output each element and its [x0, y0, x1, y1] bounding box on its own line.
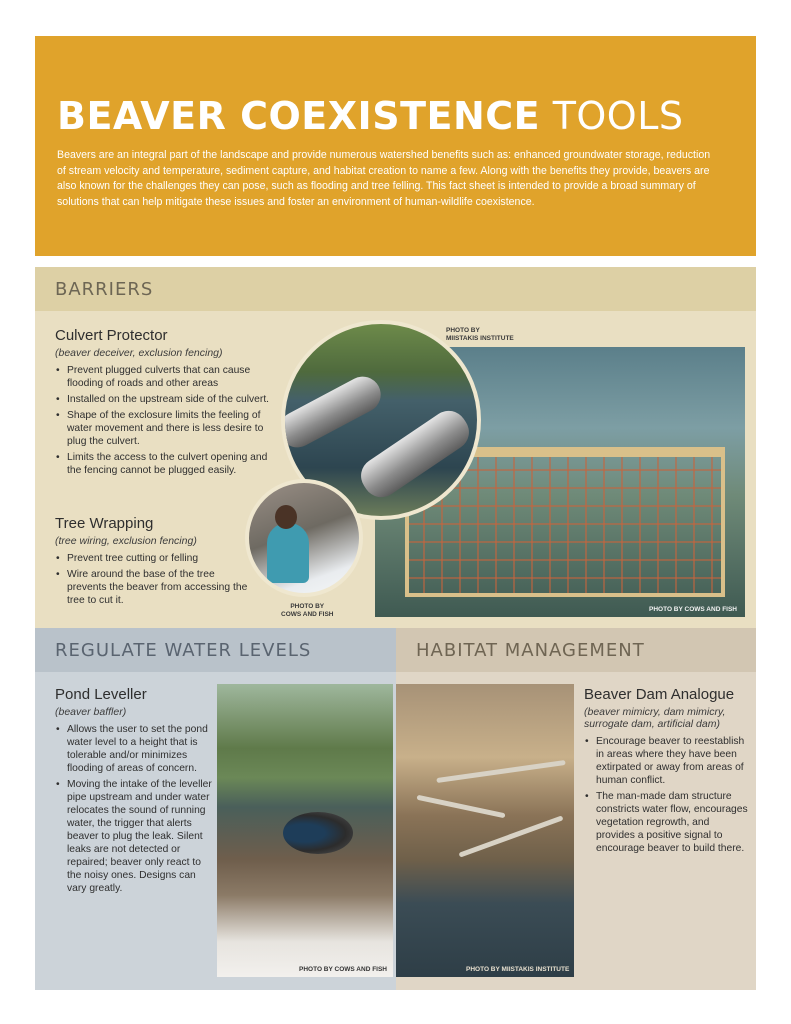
tree-aka: (tree wiring, exclusion fencing)	[55, 535, 197, 547]
dam-stick	[458, 815, 563, 857]
pond-aka: (beaver baffler)	[55, 706, 127, 718]
habitat-section	[396, 628, 756, 990]
culvert-bullets	[55, 364, 280, 477]
list-item: • The man-made dam structure constricts water flow, encourages vegetation regrowth, and provides a positive signal to encourage beaver to build there.	[584, 790, 749, 855]
list-item: • Allows the user to set the pond water level to a height that is tolerable and/or minimizes flooding of areas of concern.	[55, 723, 217, 775]
dam-title: Beaver Dam Analogue	[584, 686, 735, 703]
dam-stick	[436, 760, 565, 783]
list-item: • Installed on the upstream side of the culvert.	[55, 393, 280, 406]
photo-credit-bottom: PHOTO BY COWS AND FISH	[281, 603, 334, 618]
pond-title: Pond Leveller	[55, 686, 147, 703]
photo-credit-dam: PHOTO BY MIISTAKIS INSTITUTE	[466, 966, 570, 973]
tree-title: Tree Wrapping	[55, 515, 154, 532]
title-light: TOOLS	[552, 94, 684, 138]
photo-credit-inline: PHOTO BY COWS AND FISH	[649, 606, 737, 613]
habitat-heading: HABITAT MANAGEMENT	[396, 628, 756, 672]
tree-bullets	[55, 552, 255, 607]
dam-analogue-block	[584, 686, 749, 858]
culvert-aka: (beaver deceiver, exclusion fencing)	[55, 347, 223, 359]
photo-credit-pond: PHOTO BY COWS AND FISH	[299, 966, 387, 973]
dam-stick	[416, 795, 505, 819]
intro-paragraph: Beavers are an integral part of the landscape and provide numerous watershed benefits such as: enhanced groundwater storage, reduction of stream velocity and temperature, sediment capture, and habitat creation to name a few. Along with the benefits they provide, beavers are also known for the challenges they can pose, such as flooding and tree felling. This fact sheet is intended to provide a broad summary of solutions that can help mitigate these issues and foster an environment of human-wildlife coexistence.	[57, 149, 711, 208]
list-item: • Prevent tree cutting or felling	[55, 552, 255, 565]
culvert-pipe	[281, 370, 387, 453]
list-item: • Prevent plugged culverts that can cause flooding of roads and other areas	[55, 364, 280, 390]
list-item: • Encourage beaver to reestablish in areas where they have been extirpated or away from areas of human conflict.	[584, 735, 749, 787]
culvert-title: Culvert Protector	[55, 327, 168, 344]
leveller-pipe	[283, 812, 353, 854]
person-head	[275, 505, 297, 529]
culvert-protector-block	[55, 327, 280, 480]
list-item: • Wire around the base of the tree prevents the beaver from accessing the tree to cut it.	[55, 568, 255, 607]
barriers-section	[35, 267, 756, 628]
regulate-section	[35, 628, 396, 990]
pond-leveller-photo	[217, 684, 393, 977]
regulate-heading: REGULATE WATER LEVELS	[35, 628, 396, 672]
page-title	[57, 94, 734, 138]
pond-bullets	[55, 723, 217, 895]
photo-credit-top: PHOTO BY MIISTAKIS INSTITUTE	[446, 327, 514, 342]
list-item: • Moving the intake of the leveller pipe upstream and under water relocates the sound of running water, the trigger that alerts beaver to plug the leak. Silent leaks are not detected or repaired; beaver only react to the noisy ones. Designs can vary greatly.	[55, 778, 217, 895]
dam-bullets	[584, 735, 749, 855]
person-figure	[267, 523, 309, 583]
pond-leveller-block	[55, 686, 217, 898]
title-bold: BEAVER COEXISTENCE	[57, 94, 541, 138]
dam-analogue-photo	[396, 684, 574, 977]
list-item: • Shape of the exclosure limits the feeling of water movement and there is less desire to plug the culvert.	[55, 409, 280, 448]
list-item: • Limits the access to the culvert opening and the fencing cannot be plugged easily.	[55, 451, 280, 477]
tree-wrapping-photo	[245, 479, 363, 597]
dam-aka: (beaver mimicry, dam mimicry, surrogate dam, artificial dam)	[584, 706, 726, 730]
tree-wrapping-block	[55, 515, 255, 610]
header-banner	[35, 36, 756, 256]
barriers-heading: BARRIERS	[35, 267, 756, 311]
